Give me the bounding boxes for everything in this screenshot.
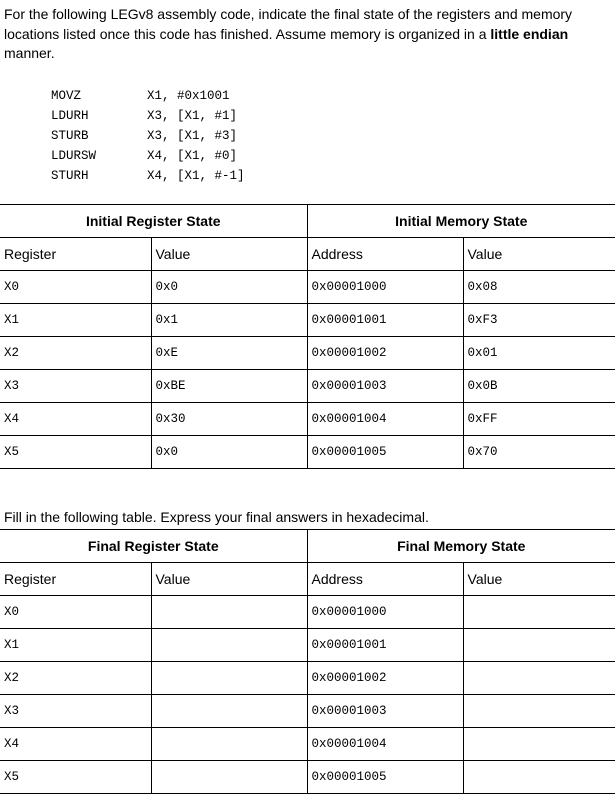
code-operands: X3, [X1, #1] — [147, 109, 238, 123]
column-header-value: Value — [463, 238, 615, 271]
register-name: X0 — [0, 271, 151, 304]
register-value: 0x30 — [151, 403, 307, 436]
instructions-text: For the following LEGv8 assembly code, indicate the final state of the registers and memory locations listed once this code has finished. Assume memory is organized in a — [4, 6, 573, 42]
memory-value-answer[interactable] — [463, 662, 615, 695]
instructions-text-end: manner. — [4, 45, 55, 61]
memory-address: 0x00001003 — [307, 370, 463, 403]
code-operands: X4, [X1, #0] — [147, 149, 238, 163]
register-name: X3 — [0, 370, 151, 403]
code-opcode: STURH — [51, 169, 89, 183]
instructions-emphasis: little endian — [490, 25, 569, 42]
initial-state-table — [0, 204, 615, 469]
register-name: X1 — [0, 629, 151, 662]
table-row — [0, 337, 615, 370]
table-row — [0, 370, 615, 403]
code-operands: X4, [X1, #-1] — [147, 169, 245, 183]
code-line — [51, 146, 245, 166]
column-header-register: Register — [0, 238, 151, 271]
memory-value-answer[interactable] — [463, 596, 615, 629]
register-value-answer[interactable] — [151, 662, 307, 695]
column-header-address: Address — [307, 238, 463, 271]
register-name: X0 — [0, 596, 151, 629]
column-header-register: Register — [0, 563, 151, 596]
register-name: X3 — [0, 695, 151, 728]
code-line — [51, 166, 245, 186]
register-value: 0xE — [151, 337, 307, 370]
final-state-table — [0, 529, 615, 794]
register-value-answer[interactable] — [151, 596, 307, 629]
table-row — [0, 304, 615, 337]
table-row — [0, 728, 615, 761]
memory-value: 0xF3 — [463, 304, 615, 337]
memory-address: 0x00001002 — [307, 337, 463, 370]
memory-address: 0x00001001 — [307, 629, 463, 662]
column-header-address: Address — [307, 563, 463, 596]
initial-memory-state-title: Initial Memory State — [307, 205, 615, 238]
code-line — [51, 106, 245, 126]
code-operands: X1, #0x1001 — [147, 89, 230, 103]
register-name: X5 — [0, 761, 151, 794]
final-memory-state-title: Final Memory State — [307, 530, 615, 563]
code-operands: X3, [X1, #3] — [147, 129, 238, 143]
register-value-answer[interactable] — [151, 629, 307, 662]
register-name: X1 — [0, 304, 151, 337]
memory-address: 0x00001002 — [307, 662, 463, 695]
table-row — [0, 662, 615, 695]
register-value-answer[interactable] — [151, 695, 307, 728]
register-name: X2 — [0, 337, 151, 370]
fill-instructions: Fill in the following table. Express your final answers in hexadecimal. — [4, 509, 429, 525]
memory-value: 0x0B — [463, 370, 615, 403]
assembly-code-block — [51, 86, 245, 186]
register-value: 0xBE — [151, 370, 307, 403]
column-header-value: Value — [151, 238, 307, 271]
code-opcode: LDURH — [51, 109, 89, 123]
memory-address: 0x00001000 — [307, 596, 463, 629]
register-value: 0x1 — [151, 304, 307, 337]
register-value: 0x0 — [151, 436, 307, 469]
register-value-answer[interactable] — [151, 761, 307, 794]
memory-value-answer[interactable] — [463, 695, 615, 728]
memory-address: 0x00001004 — [307, 403, 463, 436]
register-value: 0x0 — [151, 271, 307, 304]
code-opcode: MOVZ — [51, 89, 82, 103]
register-value-answer[interactable] — [151, 728, 307, 761]
memory-value: 0xFF — [463, 403, 615, 436]
memory-value: 0x08 — [463, 271, 615, 304]
memory-value: 0x01 — [463, 337, 615, 370]
register-name: X4 — [0, 728, 151, 761]
memory-address: 0x00001004 — [307, 728, 463, 761]
column-header-value: Value — [463, 563, 615, 596]
code-line — [51, 86, 245, 106]
memory-value-answer[interactable] — [463, 629, 615, 662]
memory-value-answer[interactable] — [463, 728, 615, 761]
memory-value-answer[interactable] — [463, 761, 615, 794]
table-row — [0, 695, 615, 728]
code-opcode: LDURSW — [51, 149, 97, 163]
table-row — [0, 761, 615, 794]
code-line — [51, 126, 245, 146]
register-name: X4 — [0, 403, 151, 436]
memory-value: 0x70 — [463, 436, 615, 469]
memory-address: 0x00001001 — [307, 304, 463, 337]
table-row — [0, 271, 615, 304]
instructions-paragraph — [4, 5, 610, 64]
memory-address: 0x00001005 — [307, 761, 463, 794]
register-name: X2 — [0, 662, 151, 695]
table-row — [0, 436, 615, 469]
initial-register-state-title: Initial Register State — [0, 205, 307, 238]
table-row — [0, 403, 615, 436]
register-name: X5 — [0, 436, 151, 469]
memory-address: 0x00001005 — [307, 436, 463, 469]
code-opcode: STURB — [51, 129, 89, 143]
memory-address: 0x00001000 — [307, 271, 463, 304]
column-header-value: Value — [151, 563, 307, 596]
table-row — [0, 596, 615, 629]
memory-address: 0x00001003 — [307, 695, 463, 728]
table-row — [0, 629, 615, 662]
final-register-state-title: Final Register State — [0, 530, 307, 563]
